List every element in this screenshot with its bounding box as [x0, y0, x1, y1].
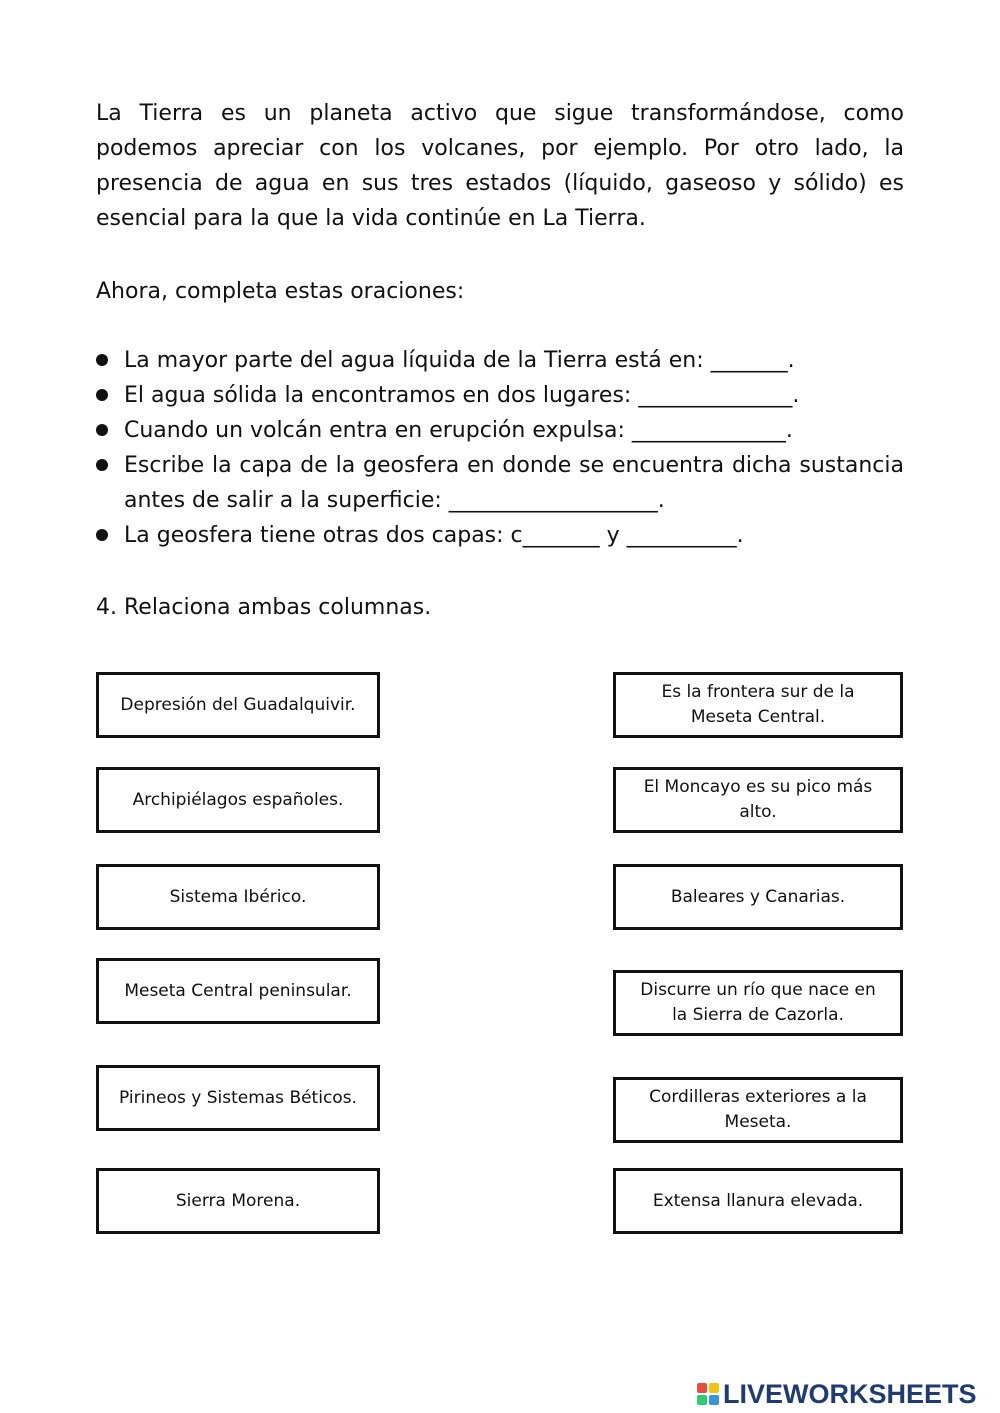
bullet-icon — [96, 389, 108, 401]
list-item-text: Cuando un volcán entra en erupción expulsa: ______________. — [124, 418, 793, 443]
list-item — [96, 448, 904, 518]
right-match-box[interactable] — [613, 767, 903, 833]
bullet-icon — [96, 354, 108, 366]
right-match-box[interactable] — [613, 1168, 903, 1234]
right-match-text: Baleares y Canarias. — [670, 886, 846, 907]
left-match-box[interactable] — [96, 958, 380, 1024]
logo-mark-icon — [697, 1383, 719, 1405]
list-item-text: Escribe la capa de la geosfera en donde se encuentra dicha sustancia antes de salir a la superficie: ___________________. — [124, 453, 904, 513]
left-match-text: Sierra Morena. — [175, 1190, 301, 1211]
list-item — [96, 413, 904, 448]
left-match-text: Pirineos y Sistemas Béticos. — [119, 1087, 357, 1108]
left-match-text: Depresión del Guadalquivir. — [120, 694, 356, 715]
section-title: 4. Relaciona ambas columnas. — [96, 595, 432, 620]
left-match-box[interactable] — [96, 672, 380, 738]
right-match-box[interactable] — [613, 1077, 903, 1143]
left-match-text: Sistema Ibérico. — [169, 886, 307, 907]
left-match-text: Meseta Central peninsular. — [124, 980, 352, 1001]
left-match-box[interactable] — [96, 767, 380, 833]
right-match-box[interactable] — [613, 970, 903, 1036]
liveworksheets-logo — [697, 1378, 977, 1410]
left-match-box[interactable] — [96, 1065, 380, 1131]
list-item — [96, 378, 904, 413]
intro-paragraph: La Tierra es un planeta activo que sigue transformándose, como podemos apreciar con los volcanes, por ejemplo. Por otro lado, la presencia de agua en sus tres estados (líquido, gaseoso y sólido) es esencial para la que la vida continúe en La Tierra. — [96, 101, 904, 231]
list-item — [96, 343, 904, 378]
left-match-box[interactable] — [96, 1168, 380, 1234]
logo-text: LIVEWORKSHEETS — [723, 1378, 977, 1409]
right-match-text: Discurre un río que nace en la Sierra de Cazorla. — [640, 980, 876, 1025]
right-match-text: Cordilleras exteriores a la Meseta. — [649, 1087, 867, 1132]
fill-in-list — [96, 343, 904, 553]
instruction-prompt: Ahora, completa estas oraciones: — [96, 279, 465, 304]
right-match-text: Extensa llanura elevada. — [652, 1190, 864, 1211]
list-item — [96, 518, 904, 553]
list-item-text: La mayor parte del agua líquida de la Tierra está en: _______. — [124, 348, 795, 373]
right-match-text: El Moncayo es su pico más alto. — [643, 777, 873, 822]
bullet-icon — [96, 424, 108, 436]
list-item-text: La geosfera tiene otras dos capas: c_______ y __________. — [124, 523, 744, 548]
left-match-text: Archipiélagos españoles. — [132, 789, 344, 810]
bullet-icon — [96, 529, 108, 541]
bullet-icon — [96, 459, 108, 471]
right-match-box[interactable] — [613, 864, 903, 930]
right-match-box[interactable] — [613, 672, 903, 738]
right-match-text: Es la frontera sur de la Meseta Central. — [661, 682, 855, 727]
left-match-box[interactable] — [96, 864, 380, 930]
list-item-text: El agua sólida la encontramos en dos lugares: ______________. — [124, 383, 800, 408]
